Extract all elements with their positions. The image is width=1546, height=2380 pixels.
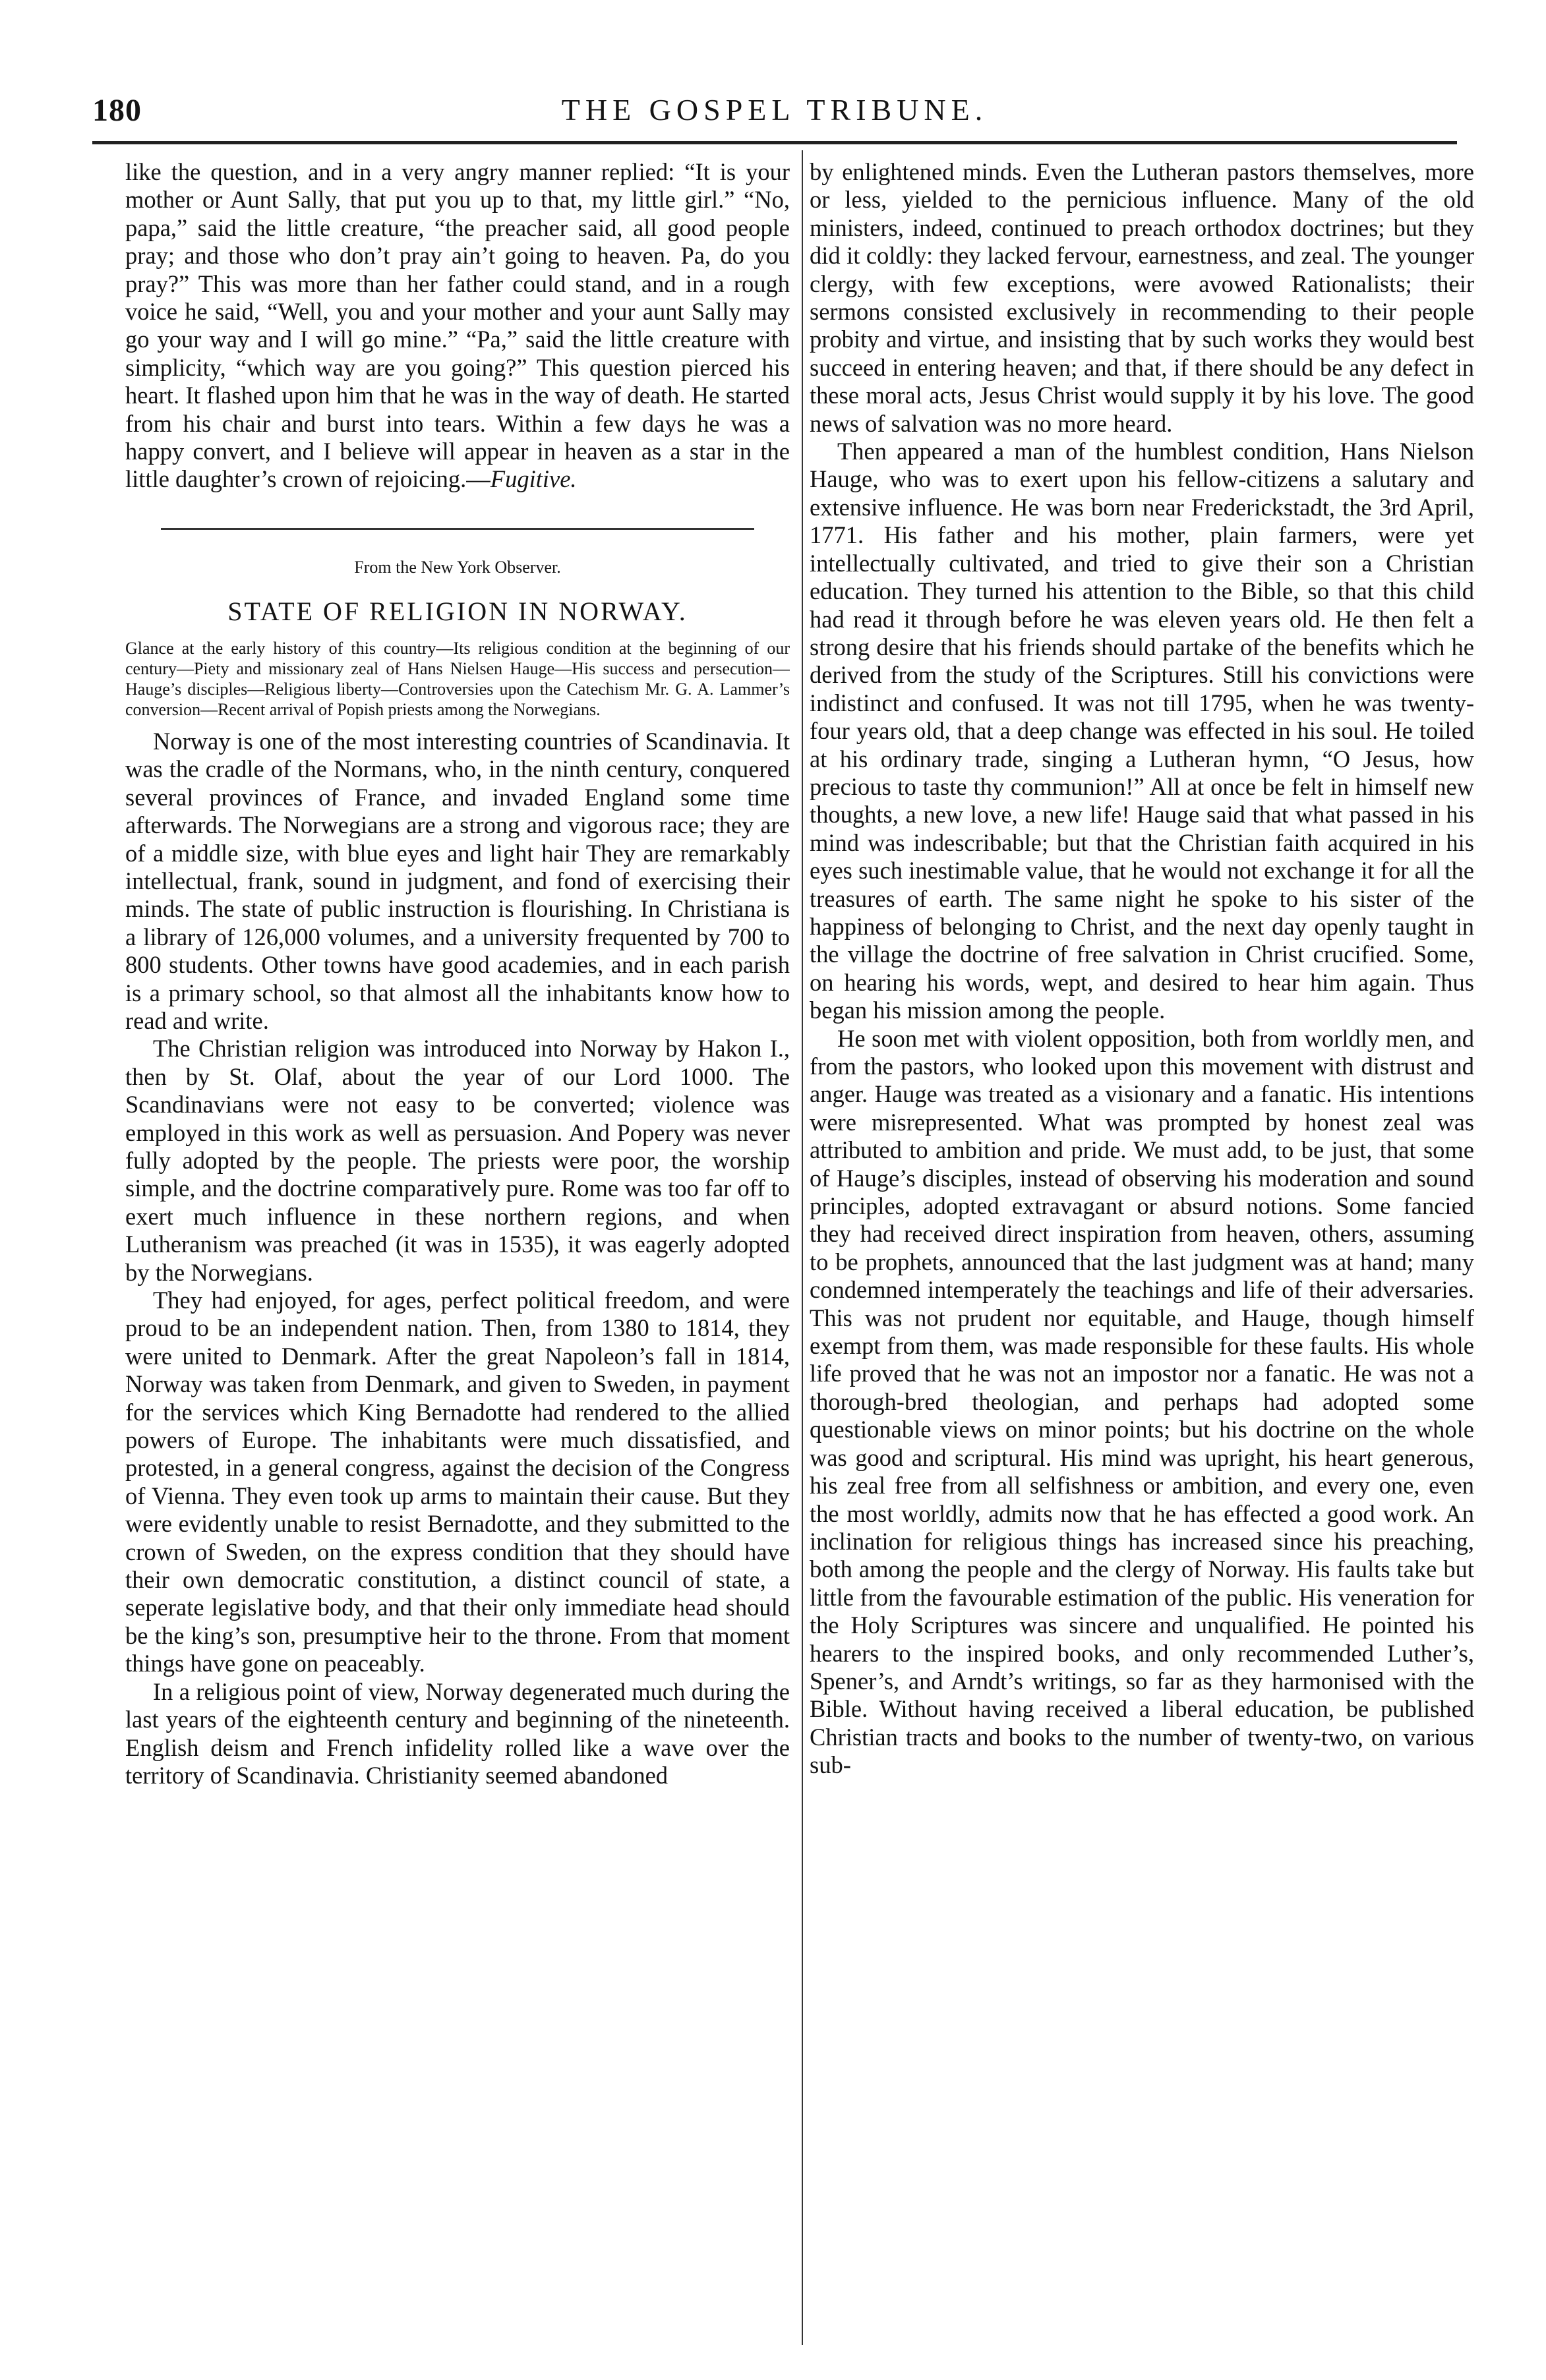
body-paragraph: The Christian religion was introduced into Norway by Hakon I., then by St. Olaf, about the year of our Lord 1000. The Scandinavians were not easy to be converted; violence was employed in this work as well as persuasion. And Popery was never fully adopted by the people. The priests were poor, the worship simple, and the doctrine comparatively pure. Rome was too far off to exert much influence in these northern regions, and when Lutheranism was preached (it was in 1535), it was eagerly adopted by the Norwegians.	[125, 1035, 790, 1286]
body-paragraph: They had enjoyed, for ages, perfect political freedom, and were proud to be an independent nation. Then, from 1380 to 1814, they were united to Denmark. After the great Napoleon’s fall in 1814, Norway was taken from Denmark, and given to Sweden, in payment for the services which King Bernadotte had rendered to the allied powers of Europe. The inhabitants were much dissatisfied, and protested, in a general congress, against the decision of the Congress of Vienna. They even took up arms to maintain their cause. But they were evidently unable to resist Bernadotte, and they submitted to the crown of Sweden, on the express condition that they should have their own democratic constitution, a distinct council of state, a seperate legislative body, and that their only immediate head should be the king’s son, presumptive heir to the throne. From that moment things have gone on peaceably.	[125, 1287, 790, 1677]
continued-paragraph-text: like the question, and in a very angry manner replied: “It is your mother or Aunt Sally, that put you up to that, my little girl.” “No, papa,” said the little creature, “the preacher said, all good people pray; and those who don’t pray ain’t going to heaven. Pa, do you pray?” This was more than her father could stand, and in a rough voice he said, “Well, you and your mother and your aunt Sally may go your way and I will go mine.” “Pa,” said the little creature with simplicity, “which way are you going?” This question pierced his heart. It flashed upon him that he was in the way of death. He started from his chair and burst into tears. Within a few days he was a happy convert, and I believe will appear in heaven as a star in the little daughter’s crown of rejoicing.—	[125, 158, 790, 493]
page-number: 180	[92, 93, 142, 128]
page-header	[92, 92, 1457, 132]
right-column	[810, 158, 1474, 2346]
article-separator-rule	[161, 528, 754, 530]
source-line: From the New York Observer.	[354, 557, 561, 577]
article-title: STATE OF RELIGION IN NORWAY.	[227, 596, 688, 626]
column-divider	[802, 150, 803, 2345]
body-paragraph: Norway is one of the most interesting countries of Scandinavia. It was the cradle of the Normans, who, in the ninth century, conquered several provinces of France, and invaded England some time afterwards. The Norwegians are a strong and vigorous race; they are of a middle size, with blue eyes and light hair They are remarkably intellectual, frank, sound in judgment, and fond of exercising their minds. The state of public instruction is flourishing. In Christiana is a library of 126,000 volumes, and a university frequented by 700 to 800 students. Other towns have good academies, and in each parish is a primary school, so that almost all the inhabitants know how to read and write.	[125, 727, 790, 1034]
header-rule	[92, 141, 1457, 144]
signature: Fugitive.	[490, 465, 577, 493]
article-summary: Glance at the early history of this country—Its religious condition at the beginning of our century—Piety and missionary zeal of Hans Nielsen Hauge—His success and persecution—Hauge’s disciples—Religious liberty—Controversies upon the Catechism Mr. G. A. Lammer’s conversion—Recent arrival of Popish priests among the Norwegians.	[125, 638, 790, 719]
continued-paragraph	[125, 158, 790, 494]
body-paragraph: by enlightened minds. Even the Lutheran pastors themselves, more or less, yielded to the pernicious influence. Many of the old ministers, indeed, continued to preach orthodox doctrines; but they did it coldly: they lacked fervour, earnestness, and zeal. The younger clergy, with few exceptions, were avowed Rationalists; their sermons consisted exclusively in recommending to their people probity and virtue, and insisting that by such works they would best succeed in entering heaven; and that, if there should be any defect in these moral acts, Jesus Christ would supply it by his love. The good news of salvation was no more heard.	[810, 158, 1474, 437]
left-column	[125, 158, 790, 2346]
body-paragraph: In a religious point of view, Norway degenerated much during the last years of the eighteenth century and beginning of the nineteenth. English deism and French infidelity rolled like a wave over the territory of Scandinavia. Christianity seemed abandoned	[125, 1677, 790, 1789]
body-paragraph: Then appeared a man of the humblest condition, Hans Nielson Hauge, who was to exert upon his fellow-citizens a salutary and extensive influence. He was born near Frederickstadt, the 3rd April, 1771. His father and his mother, plain farmers, were yet intellectually cultivated, and tried to give their son a Christian education. They turned his attention to the Bible, so that this child had read it through before he was eleven years old. He then felt a strong desire that his friends should partake of the benefits which he derived from the study of the Scriptures. Still his convictions were indistinct and confused. It was not till 1795, when he was twenty-four years old, that a deep change was effected in his soul. He toiled at his ordinary trade, singing a Lutheran hymn, “O Jesus, how precious to taste thy communion!” All at once be felt in himself new thoughts, a new love, a new life! Hauge said that what passed in his mind was indescribable; but that the Christian faith acquired in his eyes such inestimable value, that he would not exchange it for all the treasures of earth. The same night he spoke to his sister of the happiness of belonging to Christ, and the next day openly taught in the village the doctrine of free salvation in Christ crucified. Some, on hearing his words, wept, and desired to hear him again. Thus began his mission among the people.	[810, 438, 1474, 1024]
running-title: THE GOSPEL TRIBUNE.	[561, 93, 988, 127]
body-paragraph: He soon met with violent opposition, both from worldly men, and from the pastors, who looked upon this movement with distrust and anger. Hauge was treated as a visionary and a fanatic. His intentions were misrepresented. What was prompted by honest zeal was attributed to ambition and pride. We must add, to be just, that some of Hauge’s disciples, instead of observing his moderation and sound principles, adopted extravagant or absurd notions. Some fancied they had received direct inspiration from heaven, others, assuming to be prophets, announced that the last judgment was at hand; many condemned intemperately the teachings and life of their adversaries. This was not prudent nor equitable, and Hauge, though himself exempt from them, was made responsible for these faults. His whole life proved that he was not an impostor nor a fanatic. He was not a thorough-bred theologian, and perhaps had adopted some questionable views on minor points; but his doctrine on the whole was good and scriptural. His mind was upright, his heart generous, his zeal free from all selfishness or ambition, and every one, even the most worldly, admits now that he has effected a good work. An inclination for religious things has increased since his preaching, both among the people and the clergy of Norway. His faults take but little from the favourable estimation of the public. His veneration for the Holy Scriptures was sincere and unqualified. He pointed his hearers to the inspired books, and only recommended Luther’s, Spener’s, and Arndt’s writings, so far as they harmonised with the Bible. Without having received a liberal education, be published Christian tracts and books to the number of twenty-two, on various sub-	[810, 1024, 1474, 1779]
